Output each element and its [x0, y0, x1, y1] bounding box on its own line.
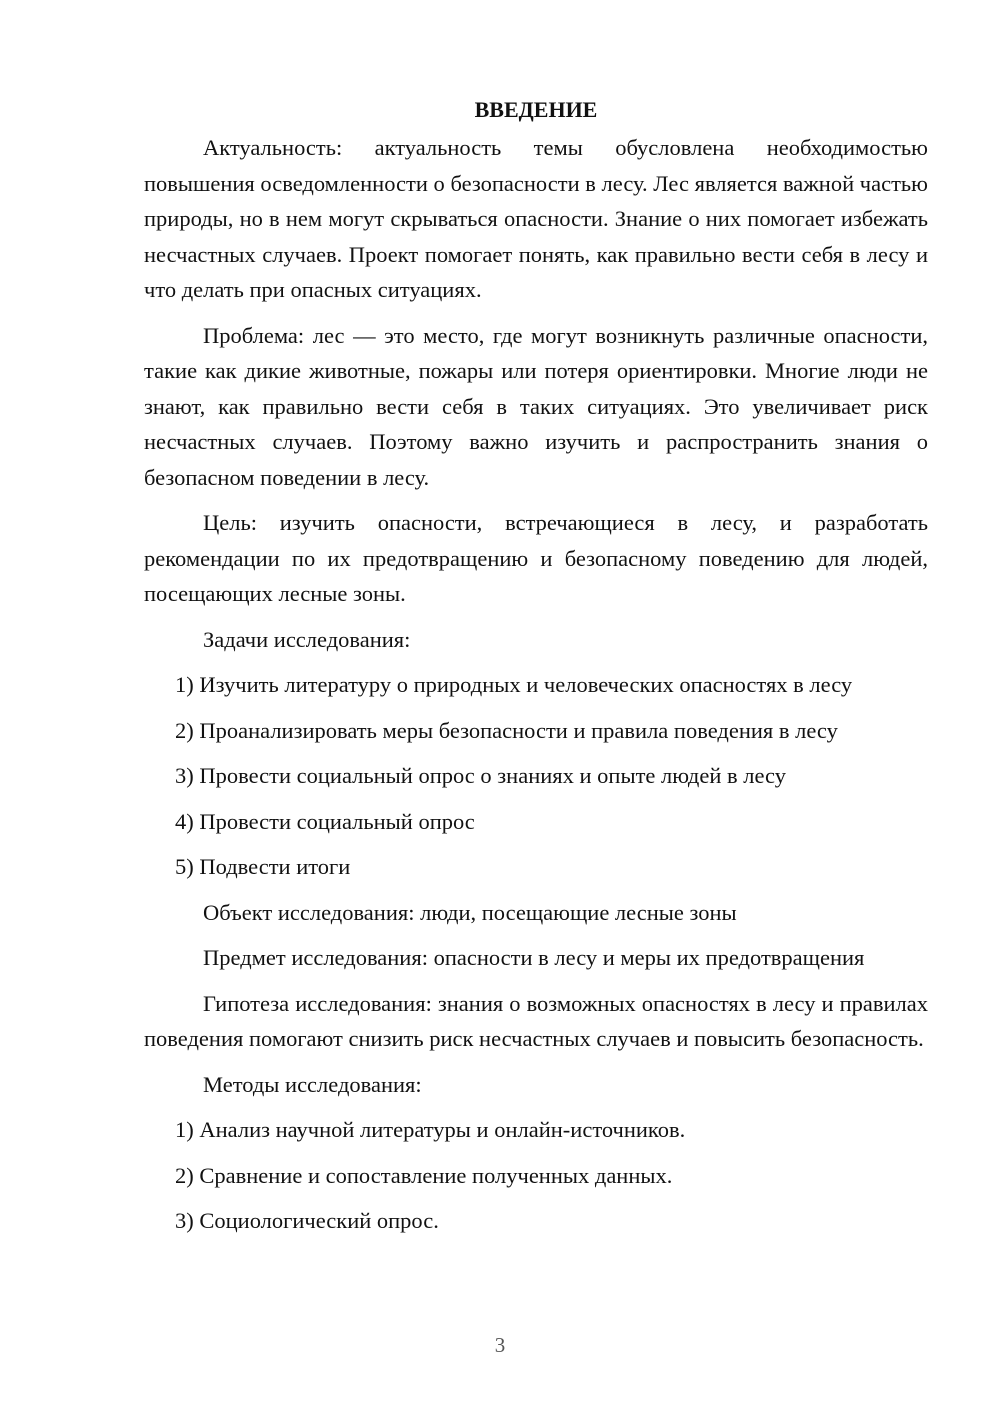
method-item: 1) Анализ научной литературы и онлайн-источников.: [175, 1117, 686, 1142]
methods-heading: Методы исследования:: [203, 1071, 422, 1097]
task-item: 2) Проанализировать меры безопасности и правила поведения в лесу: [175, 717, 838, 743]
subject-paragraph: Предмет исследования: опасности в лесу и меры их предотвращения: [203, 945, 865, 970]
task-item: 4) Провести социальный опрос: [175, 808, 475, 834]
task-item: 1) Изучить литературу о природных и человеческих опасностях в лесу: [175, 672, 853, 697]
relevance-paragraph: Актуальность: актуальность темы обусловлена необходимостью повышения осведомленности о безопасности в лесу. Лес является важной частью природы, но в нем могут скрываться опасности. Знание о них помогает избежать несчастных случаев. Проект помогает понять, как правильно вести себя в лесу и что делать при опасных ситуациях.: [144, 135, 928, 302]
problem-paragraph: Проблема: лес — это место, где могут возникнуть различные опасности, такие как дикие животные, пожары или потеря ориентировки. Многие люди не знают, как правильно вести себя в таких ситуациях. Это увеличивает риск несчастных случаев. Поэтому важно изучить и распространить знания о безопасном поведении в лесу.: [144, 322, 928, 490]
method-item: 3) Социологический опрос.: [175, 1208, 439, 1233]
document-page: [144, 92, 928, 1249]
method-item: 2) Сравнение и сопоставление полученных данных.: [175, 1162, 673, 1188]
hypothesis-paragraph: Гипотеза исследования: знания о возможных опасностях в лесу и правилах поведения помогают снизить риск несчастных случаев и повысить безопасность.: [144, 990, 928, 1051]
task-item: 3) Провести социальный опрос о знаниях и опыте людей в лесу: [175, 763, 786, 788]
page-title: ВВЕДЕНИЕ: [474, 97, 598, 122]
goal-paragraph: Цель: изучить опасности, встречающиеся в лесу, и разработать рекомендации по их предотвращению и безопасному поведению для людей, посещающих лесные зоны.: [144, 510, 928, 606]
tasks-heading: Задачи исследования:: [203, 626, 411, 652]
page-number: 3: [494, 1333, 506, 1357]
object-paragraph: Объект исследования: люди, посещающие лесные зоны: [203, 899, 737, 925]
task-item: 5) Подвести итоги: [175, 854, 351, 879]
